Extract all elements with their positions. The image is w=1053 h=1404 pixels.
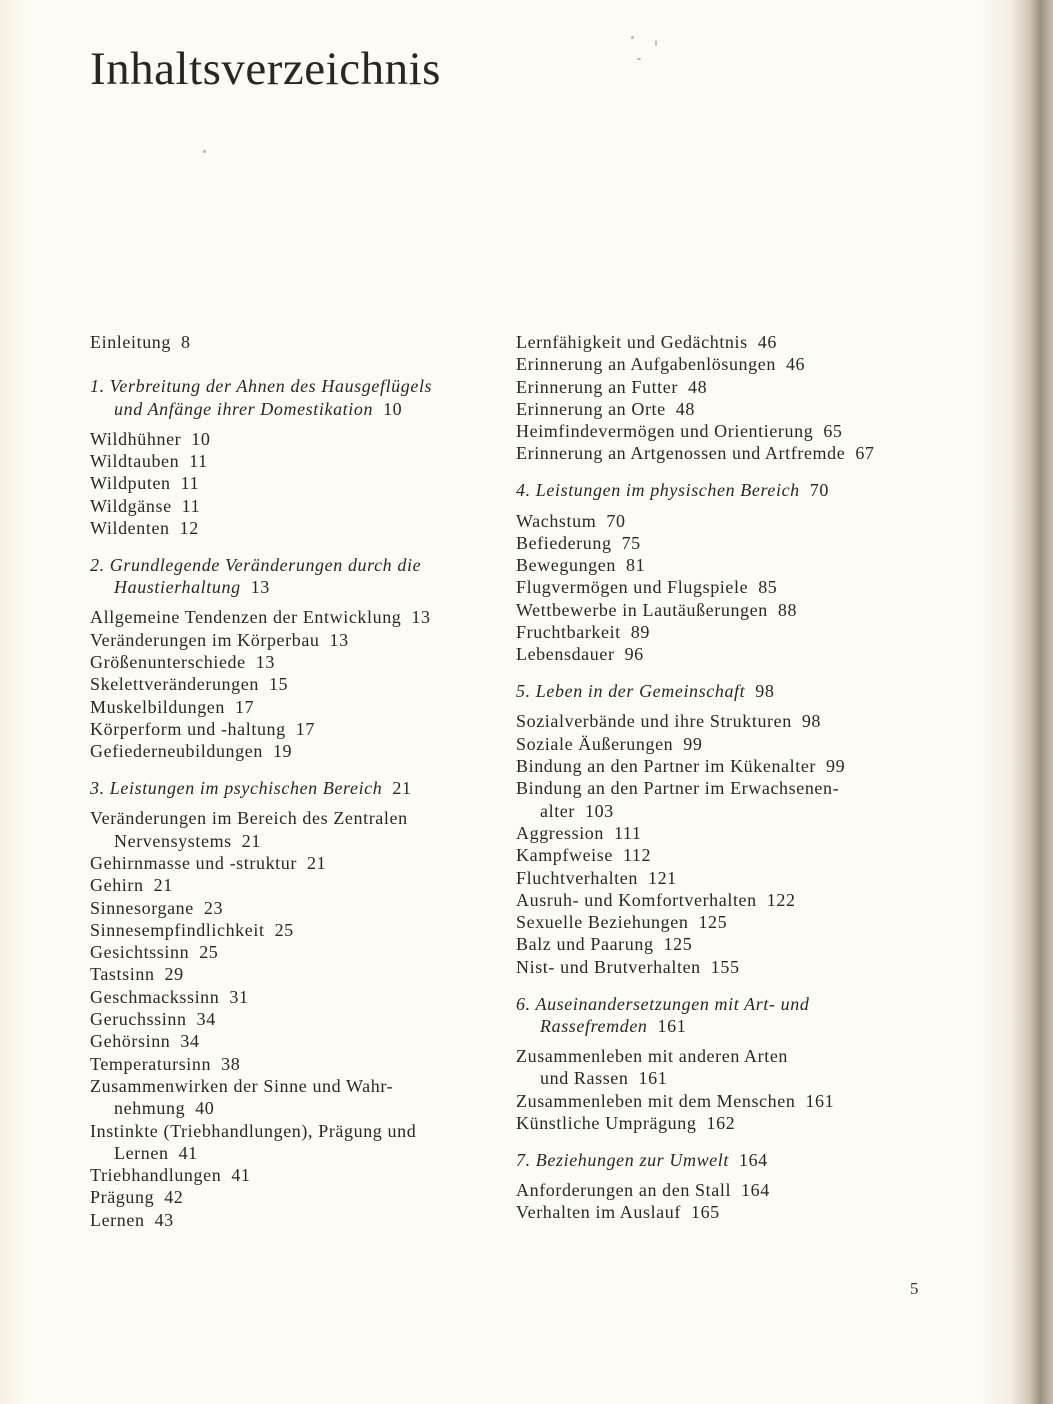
heading-line: 5. Leben in der Gemeinschaft xyxy=(516,681,746,702)
page-ref: 88 xyxy=(777,599,798,620)
toc-entry[interactable] xyxy=(516,867,926,889)
entry-label: Soziale Äußerungen xyxy=(516,733,674,754)
heading-line: 1. Verbreitung der Ahnen des Hausgeflügels xyxy=(90,376,433,397)
heading-line: 3. Leistungen im psychischen Bereich xyxy=(90,778,383,799)
page-ref: 67 xyxy=(855,443,875,464)
entry-label: Lernfähigkeit und Gedächtnis xyxy=(516,332,748,352)
paper-speck xyxy=(637,58,641,60)
page-number: 5 xyxy=(910,1279,919,1298)
entry-label: Temperatursinn xyxy=(90,1053,212,1074)
toc-entry[interactable] xyxy=(90,606,490,628)
entry-label: Flugvermögen und Flugspiele xyxy=(516,577,749,598)
page-ref: 125 xyxy=(663,934,693,955)
entry-label: Ausruh- und Komfortverhalten xyxy=(516,889,757,910)
entry-label: Geschmackssinn xyxy=(90,986,220,1007)
heading-line: 7. Beziehungen zur Umwelt xyxy=(516,1149,729,1170)
toc-section-4 xyxy=(516,479,926,665)
entry-label: Muskelbildungen xyxy=(90,696,225,717)
entry-label: Allgemeine Tendenzen der Entwicklung xyxy=(90,607,402,628)
page-ref: 38 xyxy=(221,1053,241,1074)
page-ref: 10 xyxy=(383,398,403,419)
entry-label: Geruchssinn xyxy=(90,1009,187,1030)
toc-entry[interactable] xyxy=(90,517,490,539)
section-heading[interactable] xyxy=(90,375,490,420)
page-ref: 11 xyxy=(180,473,200,494)
toc-entry[interactable] xyxy=(90,472,490,494)
page-ref: 75 xyxy=(621,532,641,553)
page-ref: 46 xyxy=(785,354,806,375)
toc-entry[interactable] xyxy=(516,844,926,866)
section-heading[interactable] xyxy=(516,1149,926,1171)
entry-label: Bindung an den Partner im Kükenalter xyxy=(516,756,817,777)
page-ref: 99 xyxy=(826,756,846,777)
page-ref: 85 xyxy=(758,577,778,598)
page-ref: 165 xyxy=(690,1202,720,1223)
toc-section-5 xyxy=(516,680,926,978)
page-ref: 48 xyxy=(687,376,708,397)
page-ref: 89 xyxy=(630,622,650,643)
page-edge-shadow xyxy=(1011,0,1053,1404)
page-ref: 8 xyxy=(181,332,191,352)
toc-entry[interactable] xyxy=(90,1186,490,1208)
page-ref: 13 xyxy=(255,652,275,673)
toc-section-3 xyxy=(90,777,490,1231)
page-ref: 34 xyxy=(180,1031,200,1052)
heading-line: 4. Leistungen im physischen Bereich xyxy=(516,480,800,501)
toc-entry[interactable] xyxy=(516,398,926,420)
toc-entry[interactable] xyxy=(516,643,926,665)
toc-entry[interactable] xyxy=(516,1090,926,1112)
entry-label: Verhalten im Auslauf xyxy=(516,1202,681,1223)
entry-label: Künstliche Umprägung xyxy=(516,1113,697,1133)
entry-label: Skelettveränderungen xyxy=(90,674,259,695)
page-ref: 161 xyxy=(805,1090,835,1111)
entry-label-continued: nehmung xyxy=(114,1098,186,1119)
toc-entry[interactable] xyxy=(516,576,926,598)
toc-entry[interactable] xyxy=(90,718,490,740)
entry-label: Befiederung xyxy=(516,532,612,553)
page-ref: 81 xyxy=(625,555,646,576)
page-ref: 96 xyxy=(624,644,644,665)
toc-entry[interactable] xyxy=(516,1112,926,1134)
toc-left-column xyxy=(90,331,490,1245)
entry-label: Gehörsinn xyxy=(90,1031,171,1052)
toc-entry[interactable] xyxy=(90,1030,490,1052)
toc-entry[interactable] xyxy=(90,874,490,896)
page-ref: 11 xyxy=(189,451,208,472)
entry-label-continued: Nervensystems xyxy=(114,830,232,851)
page-ref: 65 xyxy=(823,421,843,442)
page-ref: 121 xyxy=(647,867,677,888)
page-ref: 31 xyxy=(229,986,249,1007)
page-ref: 43 xyxy=(154,1209,174,1230)
page-ref: 25 xyxy=(199,942,219,963)
toc-entry[interactable] xyxy=(90,696,490,718)
toc-section-7 xyxy=(516,1149,926,1224)
paper-speck xyxy=(631,36,634,39)
entry-label: Tastsinn xyxy=(90,964,155,985)
toc-entry[interactable] xyxy=(516,554,926,576)
page-ref: 21 xyxy=(153,875,173,896)
entry-label: Heimfindevermögen und Orientierung xyxy=(516,421,814,442)
page-ref: 10 xyxy=(191,428,211,449)
toc-entry[interactable] xyxy=(90,1164,490,1186)
entry-label: Prägung xyxy=(90,1187,155,1208)
entry-label: Nist- und Brutverhalten xyxy=(516,956,701,977)
toc-entry[interactable] xyxy=(516,353,926,375)
toc-entry[interactable] xyxy=(516,331,926,353)
toc-entry[interactable] xyxy=(516,442,926,464)
page-ref: 15 xyxy=(268,674,289,695)
entry-label: Kampfweise xyxy=(516,845,613,866)
page-ref: 125 xyxy=(698,912,728,933)
entry-label-continued: alter xyxy=(540,800,575,821)
toc-entry[interactable] xyxy=(516,1045,926,1090)
toc-entry[interactable] xyxy=(516,510,926,532)
entry-label: Balz und Paarung xyxy=(516,934,654,955)
toc-entry[interactable] xyxy=(516,911,926,933)
entry-label: Lernen xyxy=(90,1209,145,1230)
entry-label: Wildenten xyxy=(90,518,170,539)
entry-label: Sinnesorgane xyxy=(90,897,194,918)
page-ref: 40 xyxy=(195,1098,215,1119)
page-ref: 48 xyxy=(675,398,695,419)
entry-label: Gehirnmasse und -struktur xyxy=(90,852,297,873)
page-ref: 103 xyxy=(584,800,614,821)
heading-line: und Anfänge ihrer Domestikation xyxy=(114,398,374,419)
section-heading[interactable] xyxy=(90,554,490,599)
section-heading[interactable] xyxy=(516,479,926,501)
page-ref: 99 xyxy=(683,733,703,754)
entry-label: Wettbewerbe in Lautäußerungen xyxy=(516,599,768,620)
entry-label: Lebensdauer xyxy=(516,644,615,665)
toc-entry[interactable] xyxy=(516,956,926,978)
page-ref: 111 xyxy=(614,822,642,843)
page-ref: 12 xyxy=(179,518,199,539)
toc-entry[interactable] xyxy=(90,852,490,874)
entry-label: Veränderungen im Bereich des Zentralen xyxy=(90,808,408,829)
toc-entry[interactable] xyxy=(516,710,926,732)
page-ref: 42 xyxy=(164,1187,184,1208)
entry-label: Erinnerung an Orte xyxy=(516,398,666,419)
page-ref: 13 xyxy=(411,607,431,628)
toc-section-6 xyxy=(516,993,926,1135)
entry-label: Wachstum xyxy=(516,510,597,531)
toc-entry[interactable] xyxy=(90,986,490,1008)
entry-label: Zusammenleben mit dem Menschen xyxy=(516,1090,796,1111)
toc-entry[interactable] xyxy=(516,889,926,911)
toc-entry-introduction[interactable] xyxy=(90,331,490,353)
heading-line: Rassefremden xyxy=(540,1015,648,1036)
page-ref: 112 xyxy=(622,845,652,866)
entry-label: Wildhühner xyxy=(90,428,182,449)
toc-entry[interactable] xyxy=(516,777,926,822)
page-ref: 41 xyxy=(231,1165,251,1186)
entry-label: Gefiederneubildungen xyxy=(90,741,263,762)
entry-label: Wildgänse xyxy=(90,495,172,516)
entry-label: Wildtauben xyxy=(90,451,180,472)
toc-entry[interactable] xyxy=(90,1075,490,1120)
toc-entry[interactable] xyxy=(90,1008,490,1030)
heading-line: 2. Grundlegende Veränderungen durch die xyxy=(90,554,422,575)
page-ref: 23 xyxy=(203,897,224,918)
page-ref: 34 xyxy=(196,1009,216,1030)
toc-entry[interactable] xyxy=(90,963,490,985)
entry-label: Instinkte (Triebhandlungen), Prägung und xyxy=(90,1120,417,1141)
page-ref: 98 xyxy=(801,711,822,732)
entry-label-continued: Lernen xyxy=(114,1142,169,1163)
page-ref: 70 xyxy=(809,480,829,501)
entry-label: Fruchtbarkeit xyxy=(516,622,621,643)
entry-label: Erinnerung an Aufgabenlösungen xyxy=(516,354,776,375)
page-ref: 29 xyxy=(164,964,184,985)
toc-section-2 xyxy=(90,554,490,763)
toc-entry[interactable] xyxy=(516,621,926,643)
heading-line: 6. Auseinandersetzungen mit Art- und xyxy=(516,993,810,1014)
page-title: Inhaltsverzeichnis xyxy=(90,43,441,95)
toc-entry[interactable] xyxy=(516,599,926,621)
toc-entry[interactable] xyxy=(516,933,926,955)
entry-label: Sinnesempfindlichkeit xyxy=(90,919,265,940)
page-ref: 46 xyxy=(757,332,777,352)
entry-label: Zusammenleben mit anderen Arten xyxy=(516,1046,789,1067)
toc-entry[interactable] xyxy=(90,428,490,450)
toc-right-column xyxy=(516,331,926,1238)
toc-entry[interactable] xyxy=(90,495,490,517)
entry-label: Wildputen xyxy=(90,473,171,494)
page-ref: 41 xyxy=(178,1142,198,1163)
toc-entry[interactable] xyxy=(90,450,490,472)
entry-label-continued: und Rassen xyxy=(540,1068,629,1089)
page-ref: 164 xyxy=(741,1180,770,1201)
toc-section-1 xyxy=(90,375,490,539)
toc-entry[interactable] xyxy=(516,420,926,442)
page-ref: 21 xyxy=(306,852,327,873)
entry-label: Gehirn xyxy=(90,875,144,896)
toc-entry[interactable] xyxy=(90,1053,490,1075)
toc-entry[interactable] xyxy=(90,673,490,695)
toc-entry[interactable] xyxy=(516,1179,926,1201)
page-ref: 164 xyxy=(738,1149,768,1170)
page-ref: 161 xyxy=(657,1015,687,1036)
entry-label: Anforderungen an den Stall xyxy=(516,1180,732,1201)
entry-label: Fluchtverhalten xyxy=(516,867,638,888)
page-ref: 17 xyxy=(235,696,255,717)
entry-label: Körperform und -haltung xyxy=(90,718,286,739)
entry-label: Zusammenwirken der Sinne und Wahr- xyxy=(90,1075,394,1096)
page-ref: 25 xyxy=(274,919,294,940)
entry-label: Einleitung xyxy=(90,332,171,352)
toc-entry[interactable] xyxy=(516,733,926,755)
entry-label: Veränderungen im Körperbau xyxy=(90,629,320,650)
toc-entry[interactable] xyxy=(516,1201,926,1223)
toc-section-3-continued xyxy=(516,331,926,465)
page-ref: 21 xyxy=(392,778,412,799)
entry-label: Bindung an den Partner im Erwachsenen- xyxy=(516,778,840,799)
toc-entry[interactable] xyxy=(90,897,490,919)
toc-entry[interactable] xyxy=(90,740,490,762)
toc-entry[interactable] xyxy=(90,1209,490,1231)
toc-entry[interactable] xyxy=(90,807,490,852)
entry-label: Sexuelle Beziehungen xyxy=(516,912,689,933)
entry-label: Erinnerung an Futter xyxy=(516,376,678,397)
toc-entry[interactable] xyxy=(516,822,926,844)
toc-entry[interactable] xyxy=(516,755,926,777)
entry-label: Triebhandlungen xyxy=(90,1165,222,1186)
heading-line: Haustierhaltung xyxy=(114,577,241,598)
toc-entry[interactable] xyxy=(90,919,490,941)
toc-entry[interactable] xyxy=(90,941,490,963)
toc-entry[interactable] xyxy=(516,376,926,398)
paper-speck xyxy=(655,40,657,46)
entry-label: Aggression xyxy=(516,822,604,843)
paper-speck xyxy=(203,150,206,153)
page-ref: 21 xyxy=(241,830,261,851)
page-ref: 13 xyxy=(329,629,349,650)
page-ref: 155 xyxy=(710,956,740,977)
entry-label: Sozialverbände und ihre Strukturen xyxy=(516,711,792,732)
page-ref: 161 xyxy=(638,1068,668,1089)
section-heading[interactable] xyxy=(516,680,926,702)
page-ref: 17 xyxy=(295,718,315,739)
entry-label: Erinnerung an Artgenossen und Artfremde xyxy=(516,443,846,464)
page-ref: 98 xyxy=(755,681,775,702)
toc-entry[interactable] xyxy=(90,1120,490,1165)
page-ref: 13 xyxy=(250,577,270,598)
page-ref: 11 xyxy=(181,495,201,516)
entry-label: Gesichtssinn xyxy=(90,942,190,963)
page-ref: 162 xyxy=(706,1113,736,1133)
page-ref: 122 xyxy=(766,889,796,910)
page-ref: 70 xyxy=(606,510,626,531)
page-ref: 19 xyxy=(272,741,293,762)
section-heading[interactable] xyxy=(516,993,926,1038)
toc-entry[interactable] xyxy=(516,532,926,554)
entry-label: Größenunterschiede xyxy=(90,652,246,673)
section-heading[interactable] xyxy=(90,777,490,799)
toc-entry[interactable] xyxy=(90,629,490,651)
toc-entry[interactable] xyxy=(90,651,490,673)
entry-label: Bewegungen xyxy=(516,555,616,576)
